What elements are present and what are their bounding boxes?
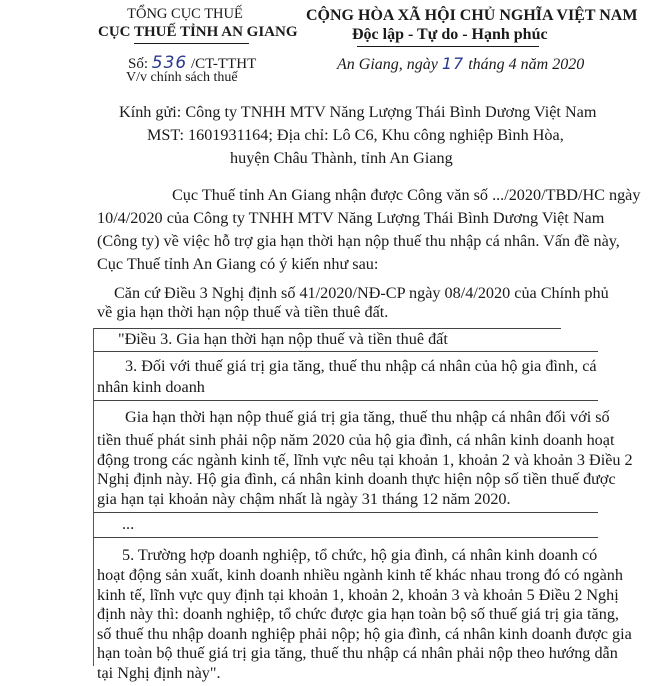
- quote-left-border: [93, 328, 94, 666]
- quote-rule-5: [93, 537, 598, 538]
- document-subject: V/v chính sách thuế: [126, 70, 238, 85]
- p6-line-4: định này thì: doanh nghiệp, tổ chức được gia hạn toàn bộ số thuế giá trị gia tăng,: [97, 605, 619, 623]
- p5-line-2: tiền thuế phát sinh phải nộp năm 2020 của hộ gia đình, cá nhân kinh doanh hoạt: [97, 431, 615, 449]
- agency-parent: TỔNG CỤC THUẾ: [127, 6, 243, 22]
- date-prefix: An Giang, ngày: [337, 56, 438, 73]
- date-day-handwritten: 17: [441, 54, 465, 73]
- date-suffix: tháng 4 năm 2020: [468, 56, 585, 73]
- p6-line-1: 5. Trường hợp doanh nghiệp, tổ chức, hộ gia đình, cá nhân kinh doanh có: [122, 546, 598, 564]
- p6-line-2: hoạt động sản xuất, kinh doanh nhiều ngành kinh tế khác nhau trong đó có ngành: [97, 566, 623, 584]
- motto-underline: [357, 46, 539, 47]
- quote-rule-4: [93, 512, 598, 513]
- p5-line-3: động trong các ngành kinh tế, lĩnh vực nêu tại khoản 1, khoản 2 và khoản 3 Điều 2: [97, 451, 633, 469]
- ellipsis: ...: [122, 515, 135, 533]
- p5-line-4: Nghị định này. Hộ gia đình, cá nhân kinh doanh thực hiện nộp số tiền thuế được: [97, 470, 616, 488]
- p5-line-1: Gia hạn thời hạn nộp thuế giá trị gia tăng, thuế thu nhập cá nhân đối với số: [125, 408, 610, 426]
- quote-rule-2: [93, 351, 598, 352]
- recipient-line-1: Kính gửi: Công ty TNHH MTV Năng Lượng Thái Bình Dương Việt Nam: [119, 103, 597, 121]
- p6-line-7: tại Nghị định này".: [97, 664, 221, 682]
- recipient-line-3: huyện Châu Thành, tỉnh An Giang: [230, 149, 453, 167]
- p2-line-2: về gia hạn thời hạn nộp thuế và tiền thuê đất.: [97, 303, 389, 321]
- article-heading: "Điều 3. Gia hạn thời hạn nộp thuế và tiền thuê đất: [118, 330, 448, 348]
- p6-line-6: hạn toàn bộ thuế giá trị gia tăng, thuế thu nhập cá nhân phải nộp theo hướng dẫn: [97, 644, 618, 662]
- doc-no-suffix: /CT-TTHT: [190, 56, 257, 72]
- agency-underline: [134, 43, 249, 44]
- p6-line-5: số thuế thu nhập doanh nghiệp phải nộp; hộ gia đình, cá nhân kinh doanh được gia: [97, 625, 632, 643]
- p4-line-1: 3. Đối với thuế giá trị gia tăng, thuế thu nhập cá nhân của hộ gia đình, cá: [125, 357, 597, 375]
- doc-no-label: Số:: [128, 56, 149, 72]
- recipient-line-2: MST: 1601931164; Địa chỉ: Lô C6, Khu công nghiệp Bình Hòa,: [147, 126, 564, 144]
- agency-name: CỤC THUẾ TỈNH AN GIANG: [98, 24, 298, 40]
- country-name: CỘNG HÒA XÃ HỘI CHỦ NGHĨA VIỆT NAM: [306, 7, 638, 24]
- p1-line-3: (Công ty) về việc hỗ trợ gia hạn thời hạn nộp thuế thu nhập cá nhân. Vấn đề này,: [97, 232, 620, 250]
- quote-rule-3: [93, 400, 598, 401]
- document-date: [337, 54, 584, 74]
- p4-line-2: nhân kinh doanh: [97, 378, 205, 396]
- p5-line-5: gia hạn tại khoản này chậm nhất là ngày 31 tháng 12 năm 2020.: [97, 490, 511, 508]
- national-motto: Độc lập - Tự do - Hạnh phúc: [352, 26, 548, 43]
- doc-no-handwritten: 536: [151, 53, 188, 73]
- p1-line-1: Cục Thuế tỉnh An Giang nhận được Công văn số .../2020/TBD/HC ngày: [172, 186, 641, 204]
- p1-line-4: Cục Thuế tỉnh An Giang có ý kiến như sau:: [97, 255, 379, 273]
- p6-line-3: kinh tế, lĩnh vực quy định tại khoản 1, khoản 2, khoản 3 và khoản 5 Điều 2 Nghị: [97, 586, 619, 604]
- p2-line-1: Căn cứ Điều 3 Nghị định số 41/2020/NĐ-CP ngày 08/4/2020 của Chính phủ: [114, 284, 609, 302]
- quote-top-border: [93, 328, 561, 329]
- p1-line-2: 10/4/2020 của Công ty TNHH MTV Năng Lượng Thái Bình Dương Việt Nam: [97, 209, 605, 227]
